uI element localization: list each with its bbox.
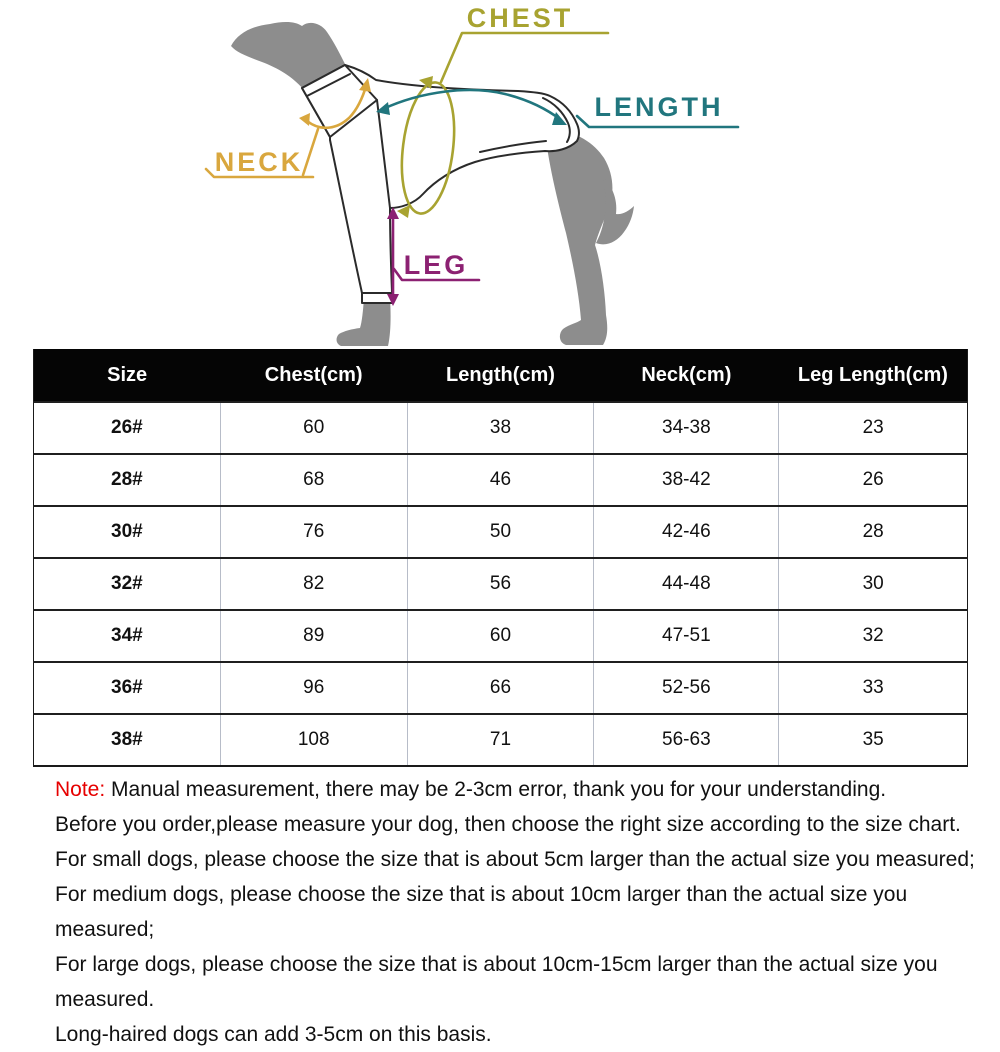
cell-chest: 60 xyxy=(220,402,407,454)
note-line: Long-haired dogs can add 3-5cm on this basis. xyxy=(55,1023,492,1046)
cell-length: 38 xyxy=(407,402,594,454)
table-row xyxy=(34,714,968,766)
note-text: Manual measurement, there may be 2-3cm error, thank you for your understanding. xyxy=(105,778,887,801)
cell-chest: 96 xyxy=(220,662,407,714)
cell-neck: 34-38 xyxy=(594,402,779,454)
neck-callout-line xyxy=(303,129,318,175)
cell-chest: 82 xyxy=(220,558,407,610)
dog-front-paw xyxy=(337,298,391,346)
cell-leg: 32 xyxy=(779,610,968,662)
chest-label: CHEST xyxy=(466,3,574,33)
cell-neck: 44-48 xyxy=(594,558,779,610)
cell-chest: 68 xyxy=(220,454,407,506)
cell-chest: 89 xyxy=(220,610,407,662)
cell-length: 56 xyxy=(407,558,594,610)
note-line: Before you order,please measure your dog, then choose the right size according to the size chart. xyxy=(55,813,961,836)
header-size: Size xyxy=(34,349,221,402)
table-row xyxy=(34,454,968,506)
cell-size: 28# xyxy=(34,454,221,506)
cell-chest: 76 xyxy=(220,506,407,558)
cell-chest: 108 xyxy=(220,714,407,766)
table-header-row xyxy=(34,349,968,402)
cell-neck: 52-56 xyxy=(594,662,779,714)
cell-size: 30# xyxy=(34,506,221,558)
notes xyxy=(55,772,975,1052)
cell-neck: 47-51 xyxy=(594,610,779,662)
cell-size: 34# xyxy=(34,610,221,662)
cell-leg: 26 xyxy=(779,454,968,506)
neck-label: NECK xyxy=(214,147,304,177)
note-line: For large dogs, please choose the size that is about 10cm-15cm larger than the actual size you measured. xyxy=(55,953,938,1011)
table-row xyxy=(34,662,968,714)
header-leg-length: Leg Length(cm) xyxy=(779,349,968,402)
cell-leg: 33 xyxy=(779,662,968,714)
cell-size: 38# xyxy=(34,714,221,766)
cell-length: 46 xyxy=(407,454,594,506)
cell-size: 32# xyxy=(34,558,221,610)
cell-length: 66 xyxy=(407,662,594,714)
cell-leg: 23 xyxy=(779,402,968,454)
note-line xyxy=(55,772,975,807)
header-chest: Chest(cm) xyxy=(220,349,407,402)
length-label: LENGTH xyxy=(594,92,724,122)
size-chart-table xyxy=(33,349,968,767)
cell-leg: 35 xyxy=(779,714,968,766)
cell-neck: 56-63 xyxy=(594,714,779,766)
header-neck: Neck(cm) xyxy=(594,349,779,402)
cell-size: 36# xyxy=(34,662,221,714)
cell-neck: 38-42 xyxy=(594,454,779,506)
cell-length: 60 xyxy=(407,610,594,662)
note-label: Note: xyxy=(55,778,106,801)
leg-label: LEG xyxy=(403,250,469,280)
note-line: For medium dogs, please choose the size that is about 10cm larger than the actual size you measured; xyxy=(55,883,908,941)
table-row xyxy=(34,506,968,558)
table-row xyxy=(34,610,968,662)
cell-neck: 42-46 xyxy=(594,506,779,558)
neck-arrowhead-left xyxy=(299,113,310,126)
header-length: Length(cm) xyxy=(407,349,594,402)
note-line: For small dogs, please choose the size that is about 5cm larger than the actual size you measured; xyxy=(55,848,975,871)
table-row xyxy=(34,558,968,610)
cell-leg: 30 xyxy=(779,558,968,610)
cell-size: 26# xyxy=(34,402,221,454)
chest-callout-line xyxy=(441,33,608,82)
cell-length: 71 xyxy=(407,714,594,766)
dog-measurement-diagram xyxy=(0,0,1000,349)
table-row xyxy=(34,402,968,454)
cell-length: 50 xyxy=(407,506,594,558)
cell-leg: 28 xyxy=(779,506,968,558)
